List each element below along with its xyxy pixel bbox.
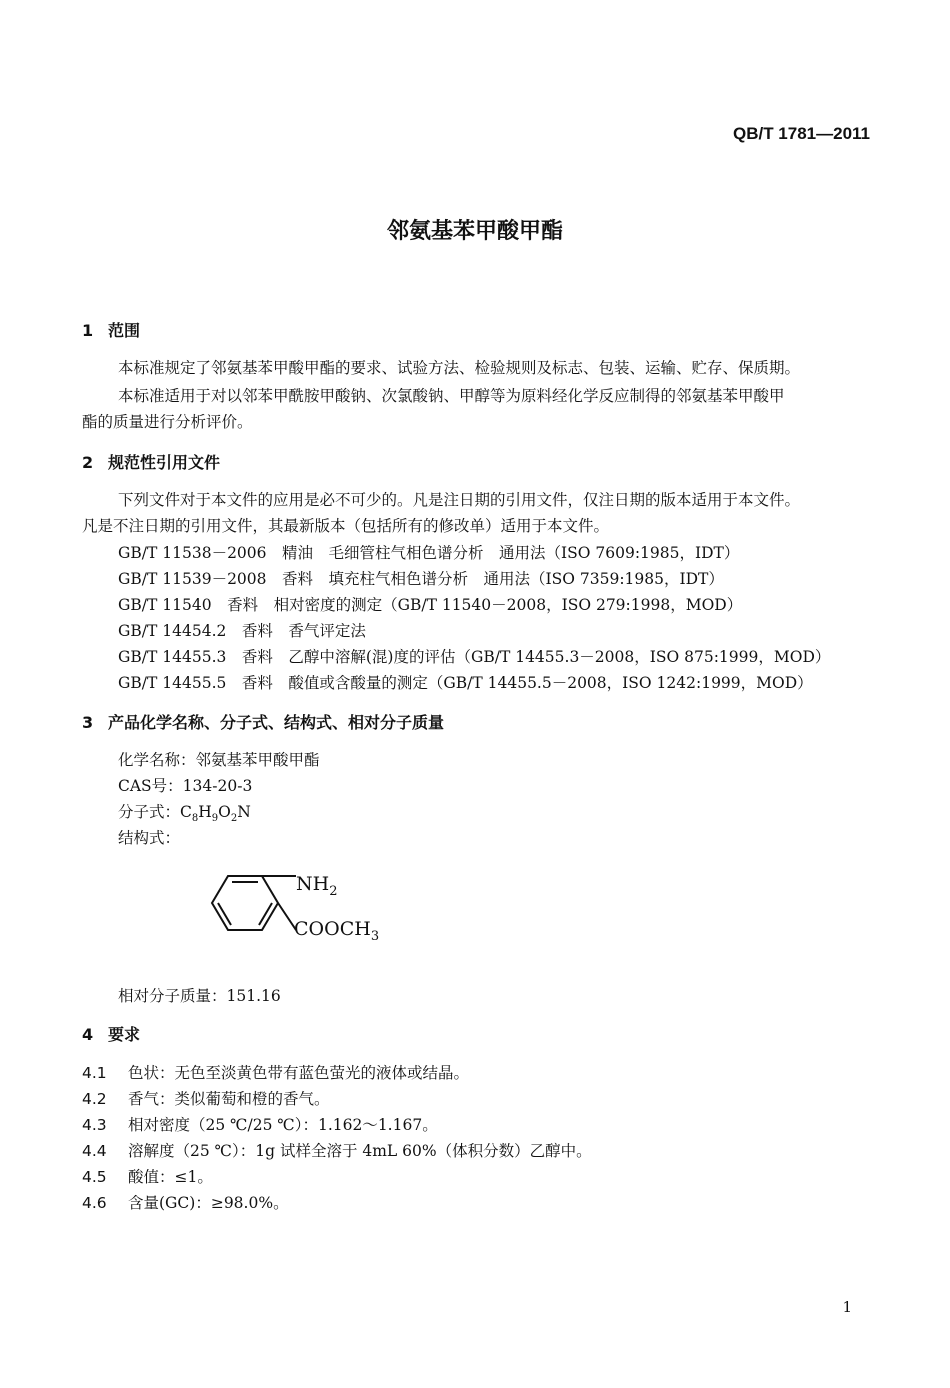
section-1-paragraph-2: 本标准适用于对以邻苯甲酰胺甲酸钠、次氯酸钠、甲醇等为原料经化学反应制得的邻氨基苯甲酸甲	[118, 387, 785, 405]
section-title: 产品化学名称、分子式、结构式、相对分子质量	[108, 713, 445, 732]
reference-item: GB/T 14455.5 香料 酸值或含酸量的测定（GB/T 14455.5－2008，ISO 1242:1999，MOD）	[118, 674, 813, 692]
formula-atom: C	[180, 803, 192, 821]
requirement-item	[82, 1087, 330, 1109]
requirement-item	[82, 1191, 289, 1213]
section-number: 4	[82, 1025, 94, 1044]
section-1-paragraph-2-cont: 酯的质量进行分析评价。	[82, 413, 253, 431]
document-title: 邻氨基苯甲酸甲酯	[386, 219, 563, 244]
section-title: 规范性引用文件	[108, 453, 221, 472]
formula-count: 9	[211, 813, 219, 825]
requirement-item	[82, 1165, 213, 1187]
requirement-text: 色状：无色至淡黄色带有蓝色萤光的液体或结晶。	[128, 1064, 470, 1082]
requirement-text: 含量(GC)：≥98.0%。	[128, 1194, 289, 1212]
reference-item: GB/T 11538－2006 精油 毛细管柱气相色谱分析 通用法（ISO 7609:1985，IDT）	[118, 544, 740, 562]
section-2-intro: 下列文件对于本文件的应用是必不可少的。凡是注日期的引用文件，仅注日期的版本适用于本文件。	[118, 491, 801, 509]
molecular-formula	[118, 800, 251, 824]
formula-atom: N	[237, 803, 251, 821]
section-title: 要求	[108, 1025, 141, 1044]
reference-item: GB/T 14455.3 香料 乙醇中溶解(混)度的评估（GB/T 14455.3－2008，ISO 875:1999，MOD）	[118, 648, 831, 666]
section-number: 2	[82, 453, 94, 472]
formula-atom: H	[198, 803, 212, 821]
chemical-name: 化学名称：邻氨基苯甲酸甲酯	[118, 751, 320, 769]
section-1-heading	[82, 318, 140, 341]
formula-atom: O	[218, 803, 231, 821]
section-3-heading	[82, 710, 444, 733]
section-title: 范围	[108, 321, 141, 340]
page-number: 1	[842, 1298, 852, 1316]
formula-count: 2	[230, 813, 238, 825]
reference-item: GB/T 11540 香料 相对密度的测定（GB/T 11540－2008，ISO 279:1998，MOD）	[118, 596, 743, 614]
nh2-group: $NH_2$	[296, 873, 338, 899]
requirement-item	[82, 1139, 592, 1161]
structure-label: 结构式：	[118, 829, 181, 847]
requirement-number: 4.2	[82, 1090, 107, 1108]
requirement-text: 相对密度（25 ℃/25 ℃）：1.162～1.167。	[128, 1116, 438, 1134]
cas-number: CAS号：134-20-3	[118, 777, 253, 795]
formula-count: 8	[191, 813, 199, 825]
reference-item: GB/T 14454.2 香料 香气评定法	[118, 622, 366, 640]
structural-formula-diagram	[190, 860, 410, 960]
section-number: 3	[82, 713, 94, 732]
requirement-number: 4.1	[82, 1064, 107, 1082]
requirement-item	[82, 1061, 469, 1083]
section-2-intro-cont: 凡是不注日期的引用文件，其最新版本（包括所有的修改单）适用于本文件。	[82, 517, 610, 535]
section-2-heading	[82, 450, 220, 473]
requirement-number: 4.4	[82, 1142, 107, 1160]
requirement-text: 酸值：≤1。	[128, 1168, 213, 1186]
relative-molecular-mass: 相对分子质量：151.16	[118, 987, 281, 1005]
section-number: 1	[82, 321, 94, 340]
requirement-number: 4.5	[82, 1168, 107, 1186]
section-1-paragraph-1: 本标准规定了邻氨基苯甲酸甲酯的要求、试验方法、检验规则及标志、包装、运输、贮存、保质期。	[118, 359, 801, 377]
section-4-heading	[82, 1022, 140, 1045]
requirement-text: 溶解度（25 ℃）：1g 试样全溶于 4mL 60%（体积分数）乙醇中。	[128, 1142, 592, 1160]
requirement-item	[82, 1113, 438, 1135]
requirement-number: 4.3	[82, 1116, 107, 1134]
reference-item: GB/T 11539－2008 香料 填充柱气相色谱分析 通用法（ISO 7359:1985，IDT）	[118, 570, 724, 588]
requirement-text: 香气：类似葡萄和橙的香气。	[128, 1090, 330, 1108]
requirement-number: 4.6	[82, 1194, 107, 1212]
formula-label: 分子式：	[118, 803, 181, 821]
standard-code: QB/T 1781—2011	[732, 124, 870, 143]
cooch3-group: $COOCH_3$	[294, 918, 380, 944]
benzene-ring	[212, 876, 278, 930]
